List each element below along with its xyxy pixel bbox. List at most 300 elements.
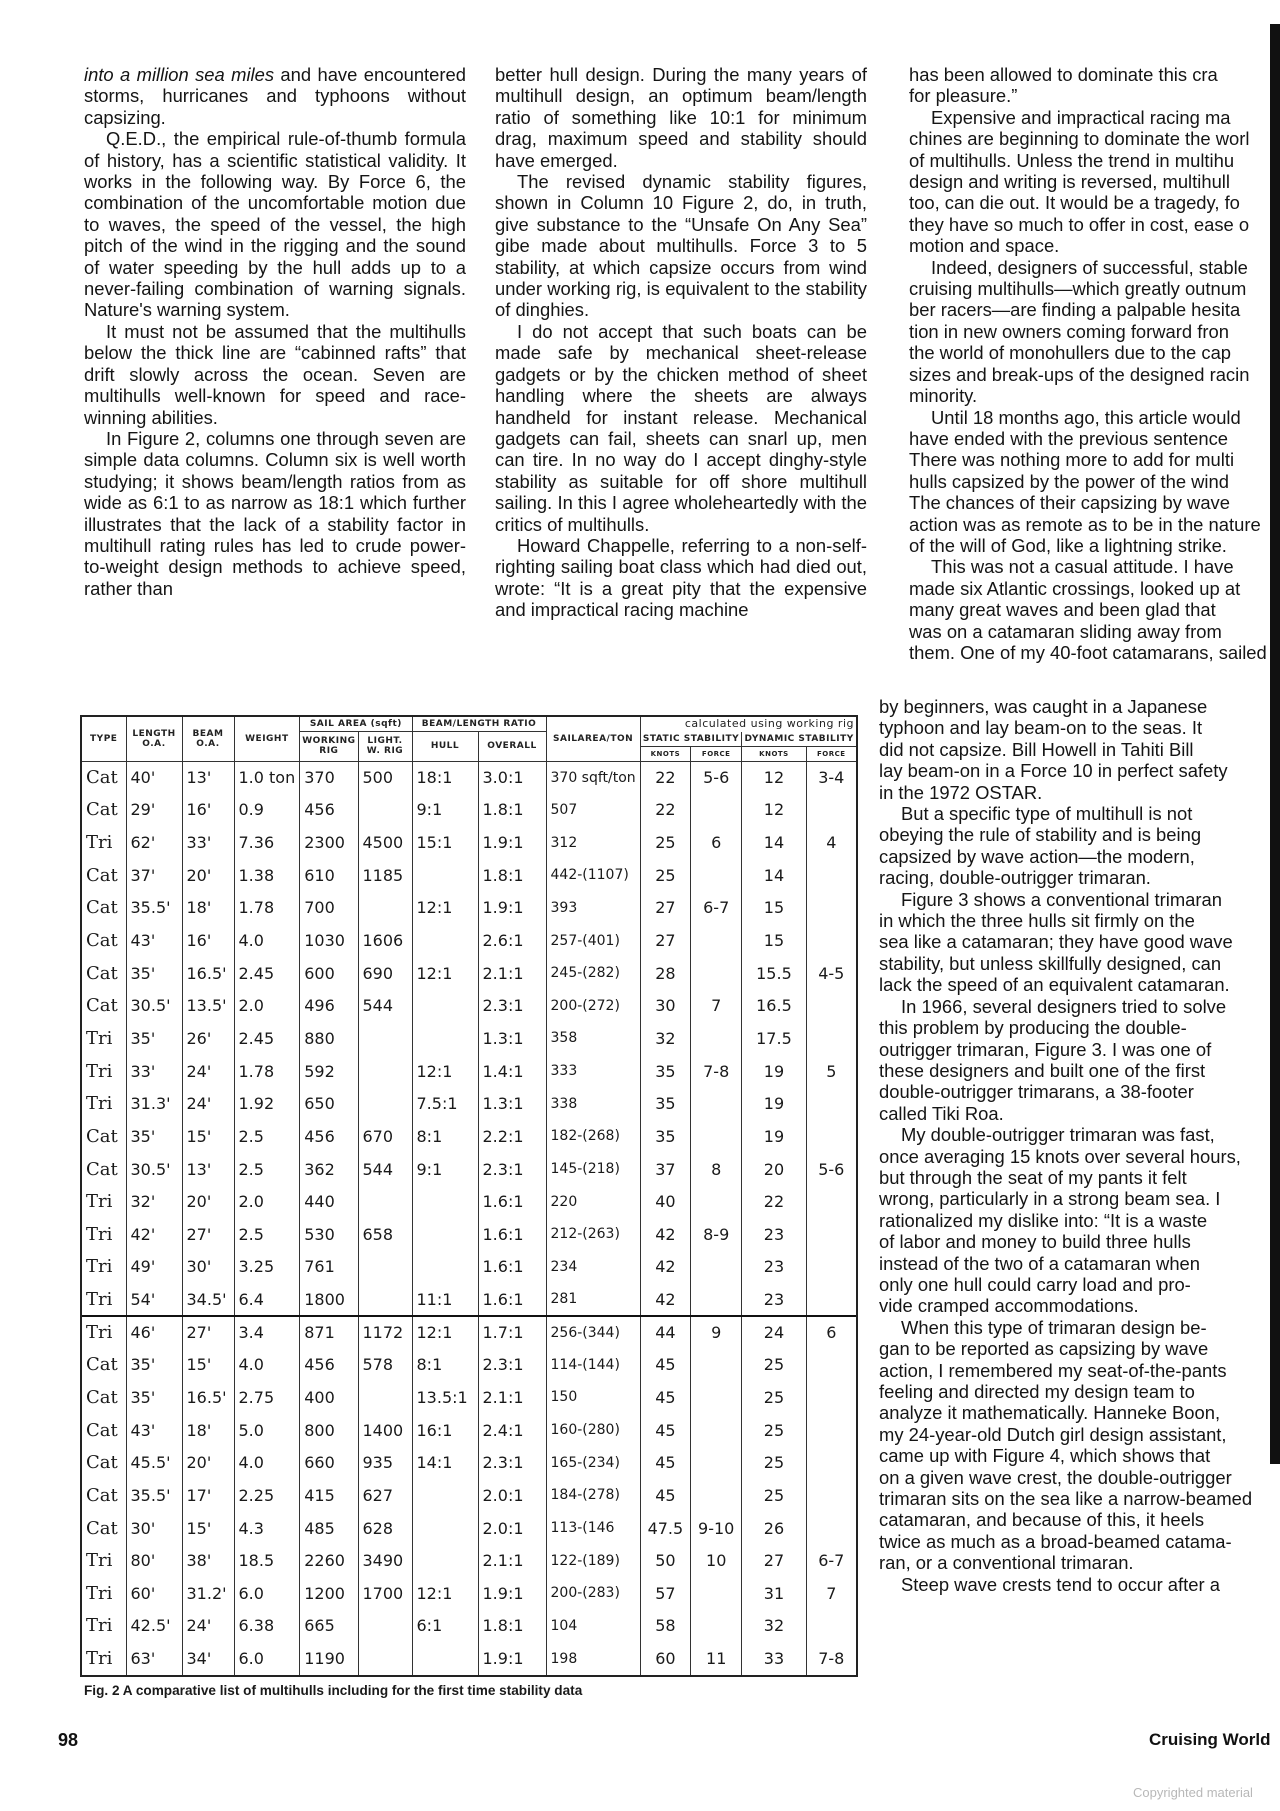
cell-static-knots: 40 xyxy=(640,1185,690,1218)
cell-beam: 26' xyxy=(182,1022,234,1055)
cell-working-rig: 600 xyxy=(300,957,358,990)
paragraph: only one hull could carry load and pro- xyxy=(879,1273,1191,1295)
cell-weight: 4.0 xyxy=(234,1446,300,1479)
paragraph: did not capsize. Bill Howell in Tahiti Bill xyxy=(879,738,1194,760)
cell-type: Cat xyxy=(82,892,126,925)
cell-hull-ratio xyxy=(412,859,478,892)
paragraph: Steep wave crests tend to occur after a xyxy=(901,1573,1220,1595)
cell-light-rig: 578 xyxy=(358,1349,412,1382)
paragraph: Figure 3 shows a conventional trimaran xyxy=(901,888,1222,910)
paragraph: capsized by wave action—the modern, xyxy=(879,845,1195,867)
cell-beam: 27' xyxy=(182,1316,234,1349)
cell-static-knots: 57 xyxy=(640,1577,690,1610)
cell-sail-area-ton: 150 xyxy=(546,1381,640,1414)
cell-overall-ratio: 1.6:1 xyxy=(478,1218,546,1251)
cell-light-rig xyxy=(358,1185,412,1218)
page-number: 98 xyxy=(58,1730,79,1750)
cell-beam: 16.5' xyxy=(182,1381,234,1414)
cell-beam: 33' xyxy=(182,826,234,859)
cell-overall-ratio: 2.0:1 xyxy=(478,1479,546,1512)
cell-hull-ratio xyxy=(412,1544,478,1577)
paragraph: Indeed, designers of successful, stable xyxy=(931,256,1248,278)
cell-hull-ratio: 11:1 xyxy=(412,1283,478,1316)
cell-static-force: 6 xyxy=(691,826,742,859)
cell-type: Cat xyxy=(82,1120,126,1153)
cell-dynamic-force: 5 xyxy=(826,1061,837,1081)
paragraph: by beginners, was caught in a Japanese xyxy=(879,696,1208,717)
paragraph: of multihulls. Unless the trend in multihu xyxy=(909,149,1235,171)
cell-light-rig: 628 xyxy=(358,1512,412,1545)
cell-length: 30.5' xyxy=(126,1153,182,1186)
cell-static-force xyxy=(691,1381,742,1414)
cell-sail-area-ton: 122-(189) xyxy=(546,1544,640,1577)
cell-working-rig: 761 xyxy=(300,1251,358,1284)
cell-weight: 2.5 xyxy=(234,1120,300,1153)
cell-type: Tri xyxy=(82,1577,126,1610)
cell-working-rig: 871 xyxy=(300,1316,358,1349)
cell-overall-ratio: 1.8:1 xyxy=(478,794,546,827)
cell-length: 35' xyxy=(126,1349,182,1382)
cell-sail-area-ton: 220 xyxy=(546,1185,640,1218)
cell-static-force xyxy=(691,1479,742,1512)
cell-weight: 2.45 xyxy=(234,1022,300,1055)
table-row xyxy=(82,1055,856,1088)
cell-light-rig: 670 xyxy=(358,1120,412,1153)
cell-overall-ratio: 2.2:1 xyxy=(478,1120,546,1153)
cell-hull-ratio xyxy=(412,989,478,1022)
cell-static-knots: 42 xyxy=(640,1218,690,1251)
table-row xyxy=(82,1185,856,1218)
cell-beam: 17' xyxy=(182,1479,234,1512)
cell-type: Cat xyxy=(82,1381,126,1414)
cell-static-knots: 58 xyxy=(640,1610,690,1643)
cell-type: Cat xyxy=(82,924,126,957)
cell-weight: 18.5 xyxy=(234,1544,300,1577)
cell-static-force: 9 xyxy=(691,1316,742,1349)
cell-working-rig: 456 xyxy=(300,1349,358,1382)
paragraph: ran, or a conventional trimaran. xyxy=(879,1552,1134,1574)
cell-static-force: 11 xyxy=(691,1642,742,1675)
cell-hull-ratio xyxy=(412,1251,478,1284)
paragraph: made six Atlantic crossings, looked up at xyxy=(909,577,1241,599)
cell-dynamic-knots: 26 xyxy=(742,1512,806,1545)
cell-overall-ratio: 2.3:1 xyxy=(478,1153,546,1186)
cell-length: 35' xyxy=(126,957,182,990)
table-row xyxy=(82,1349,856,1382)
cell-beam: 15' xyxy=(182,1349,234,1382)
cell-dynamic-force: 4-5 xyxy=(818,963,845,983)
cell-working-rig: 456 xyxy=(300,794,358,827)
cell-dynamic-knots: 25 xyxy=(742,1479,806,1512)
cell-working-rig: 530 xyxy=(300,1218,358,1251)
cell-weight: 1.78 xyxy=(234,892,300,925)
cell-hull-ratio: 12:1 xyxy=(412,1316,478,1349)
cell-sail-area-ton: 281 xyxy=(546,1283,640,1316)
cell-dynamic-force: 6 xyxy=(806,1316,856,1349)
cell-overall-ratio: 2.3:1 xyxy=(478,989,546,1022)
paragraph: rationalized my dislike into: “It is a waste xyxy=(879,1209,1208,1231)
cell-sail-area-ton: 338 xyxy=(546,1087,640,1120)
cell-light-rig xyxy=(358,1381,412,1414)
cell-type: Tri xyxy=(82,1544,126,1577)
cell-length: 43' xyxy=(126,1414,182,1447)
cell-dynamic-knots: 20 xyxy=(742,1153,806,1186)
cell-light-rig: 3490 xyxy=(358,1544,412,1577)
cell-static-force xyxy=(691,957,742,990)
cell-type: Tri xyxy=(82,1283,126,1316)
cell-hull-ratio xyxy=(412,924,478,957)
cell-static-force: 10 xyxy=(691,1544,742,1577)
cell-weight: 1.38 xyxy=(234,859,300,892)
cell-static-knots: 47.5 xyxy=(640,1512,690,1545)
cell-hull-ratio: 14:1 xyxy=(412,1446,478,1479)
cell-static-knots: 25 xyxy=(640,826,690,859)
cell-sail-area-ton: 200-(272) xyxy=(546,989,640,1022)
cell-static-force: 8-9 xyxy=(691,1218,742,1251)
cell-static-knots: 42 xyxy=(640,1251,690,1284)
cell-working-rig: 2300 xyxy=(300,826,358,859)
cell-length: 33' xyxy=(126,1055,182,1088)
cell-dynamic-knots: 15.5 xyxy=(742,957,806,990)
article-column-3-top xyxy=(909,64,1274,663)
cell-weight: 2.0 xyxy=(234,1185,300,1218)
cell-static-force: 9-10 xyxy=(691,1512,742,1545)
cell-weight: 3.25 xyxy=(234,1251,300,1284)
header-dynamic-force: FORCE xyxy=(806,746,856,761)
cell-hull-ratio xyxy=(412,1512,478,1545)
paragraph: my 24-year-old Dutch girl design assistant, xyxy=(879,1423,1227,1445)
cell-length: 35' xyxy=(126,1022,182,1055)
cell-light-rig xyxy=(358,1283,412,1316)
cell-beam: 31.2' xyxy=(182,1577,234,1610)
cell-working-rig: 650 xyxy=(300,1087,358,1120)
cell-type: Cat xyxy=(82,1153,126,1186)
cell-dynamic-force: 5-6 xyxy=(818,1159,845,1179)
paragraph: came up with Figure 4, which shows that xyxy=(879,1445,1211,1467)
cell-weight: 4.0 xyxy=(234,1349,300,1382)
cell-type: Cat xyxy=(82,1479,126,1512)
italic-lead: into a million sea miles xyxy=(84,64,275,85)
paragraph: It must not be assumed that the multihulls below the thick line are “cabinned rafts” that drift slowly across the ocean. Seven are multihulls well-known for speed and race-winning abilities. xyxy=(84,320,466,428)
cell-overall-ratio: 2.1:1 xyxy=(478,1381,546,1414)
paragraph: of the will of God, like a lightning strike. xyxy=(909,534,1227,556)
cell-dynamic-knots: 32 xyxy=(742,1610,806,1643)
cell-static-force xyxy=(691,1022,742,1055)
cell-dynamic-knots: 14 xyxy=(742,826,806,859)
cell-length: 30' xyxy=(126,1512,182,1545)
cell-dynamic-knots: 14 xyxy=(742,859,806,892)
cell-dynamic-force xyxy=(806,1087,856,1120)
cell-sail-area-ton: 198 xyxy=(546,1642,640,1675)
cell-sail-area-ton: 245-(282) xyxy=(546,957,640,990)
cell-static-force xyxy=(691,1414,742,1447)
cell-light-rig: 1606 xyxy=(358,924,412,957)
cell-static-knots: 25 xyxy=(640,859,690,892)
cell-overall-ratio: 2.3:1 xyxy=(478,1446,546,1479)
paragraph: tion in new owners coming forward fron xyxy=(909,320,1229,342)
cell-hull-ratio: 13.5:1 xyxy=(412,1381,478,1414)
cell-type: Cat xyxy=(82,1512,126,1545)
cell-working-rig: 1800 xyxy=(300,1283,358,1316)
cell-sail-area-ton: 507 xyxy=(546,794,640,827)
cell-length: 35.5' xyxy=(126,892,182,925)
cell-type: Cat xyxy=(82,794,126,827)
cell-beam: 13' xyxy=(182,1153,234,1186)
cell-dynamic-knots: 12 xyxy=(742,794,806,827)
cell-beam: 18' xyxy=(182,892,234,925)
paragraph: chines are beginning to dominate the worl xyxy=(909,128,1250,150)
cell-overall-ratio: 1.9:1 xyxy=(478,826,546,859)
cell-type: Tri xyxy=(82,1022,126,1055)
cell-dynamic-knots: 33 xyxy=(742,1642,806,1675)
cell-length: 42' xyxy=(126,1218,182,1251)
cell-light-rig xyxy=(358,794,412,827)
paragraph: into a million sea miles and have encountered storms, hurricanes and typhoons without capsizing. xyxy=(84,64,466,128)
paragraph: This was not a casual attitude. I have xyxy=(931,556,1234,578)
cell-type: Tri xyxy=(82,1316,126,1349)
paragraph: minority. xyxy=(909,385,978,407)
cell-sail-area-ton: 312 xyxy=(546,826,640,859)
paragraph: this problem by producing the double- xyxy=(879,1017,1187,1039)
cell-hull-ratio: 12:1 xyxy=(412,1055,478,1088)
cell-length: 35' xyxy=(126,1381,182,1414)
paragraph: Q.E.D., the empirical rule-of-thumb formula of history, has a scientific statistical validity. It works in the following way. By Force 6, the combination of the uncomfortable motion due to waves, the speed of the vessel, the high pitch of the wind in the rigging and the sound of water speeding by the hull adds up to a never-failing combination of warning signals. Nature's warning system. xyxy=(84,128,466,321)
cell-light-rig xyxy=(358,1642,412,1675)
header-beam-length: BEAM/LENGTH RATIO xyxy=(412,717,546,732)
paragraph: these designers and built one of the first xyxy=(879,1059,1206,1081)
cell-working-rig: 880 xyxy=(300,1022,358,1055)
table-row xyxy=(82,1512,856,1545)
cell-static-force xyxy=(691,1087,742,1120)
paragraph: The revised dynamic stability figures, shown in Column 10 Figure 2, do, in truth, give substance to the “Unsafe On Any Sea” gibe made about multihulls. Force 3 to 5 stability, at which capsize occurs from wind under working rig, is equivalent to the stability of dinghies. xyxy=(495,171,867,321)
cell-static-force xyxy=(691,1577,742,1610)
cell-light-rig xyxy=(358,1610,412,1643)
paragraph: When this type of trimaran design be- xyxy=(901,1316,1207,1338)
cell-sail-area-ton: 256-(344) xyxy=(546,1316,640,1349)
cell-hull-ratio xyxy=(412,1479,478,1512)
cell-static-knots: 35 xyxy=(640,1120,690,1153)
table-row xyxy=(82,1316,856,1349)
cell-overall-ratio: 1.8:1 xyxy=(478,859,546,892)
cell-hull-ratio: 8:1 xyxy=(412,1349,478,1382)
table-row xyxy=(82,1283,856,1316)
table-row xyxy=(82,1577,856,1610)
paragraph: sea like a catamaran; they have good wave xyxy=(879,931,1233,953)
cell-hull-ratio xyxy=(412,1022,478,1055)
cell-light-rig: 627 xyxy=(358,1479,412,1512)
cell-hull-ratio: 16:1 xyxy=(412,1414,478,1447)
paragraph: trimaran sits on the sea like a narrow-beamed xyxy=(879,1488,1253,1510)
cell-working-rig: 1030 xyxy=(300,924,358,957)
paragraph: for pleasure.” xyxy=(909,85,1018,107)
cell-dynamic-force: 7 xyxy=(826,1583,837,1603)
header-weight: WEIGHT xyxy=(234,717,300,761)
paragraph: There was nothing more to add for multi xyxy=(909,449,1235,471)
cell-sail-area-ton: 145-(218) xyxy=(546,1153,640,1186)
cell-static-force xyxy=(691,1446,742,1479)
cell-static-knots: 45 xyxy=(640,1446,690,1479)
cell-dynamic-force: 6-7 xyxy=(818,1551,845,1571)
cell-dynamic-knots: 31 xyxy=(742,1577,806,1610)
paragraph: sizes and break-ups of the designed racin xyxy=(909,363,1250,385)
cell-beam: 20' xyxy=(182,1185,234,1218)
cell-weight: 3.4 xyxy=(234,1316,300,1349)
cell-weight: 2.5 xyxy=(234,1153,300,1186)
cell-type: Tri xyxy=(82,1251,126,1284)
cell-beam: 24' xyxy=(182,1610,234,1643)
cell-dynamic-knots: 27 xyxy=(742,1544,806,1577)
cell-overall-ratio: 2.4:1 xyxy=(478,1414,546,1447)
cell-length: 43' xyxy=(126,924,182,957)
cell-dynamic-force xyxy=(806,1349,856,1382)
paragraph: instead of the two of a catamaran when xyxy=(879,1252,1201,1274)
paragraph: gan to be reported as capsizing by wave xyxy=(879,1338,1209,1360)
cell-static-force xyxy=(691,1120,742,1153)
cell-overall-ratio: 2.1:1 xyxy=(478,1544,546,1577)
cell-overall-ratio: 1.8:1 xyxy=(478,1610,546,1643)
paragraph: the world of monohullers due to the cap xyxy=(909,342,1232,364)
header-working-rig: WORKING RIG xyxy=(300,732,358,762)
cell-dynamic-force: 4 xyxy=(826,833,837,853)
cell-weight: 6.0 xyxy=(234,1642,300,1675)
cell-dynamic-force xyxy=(806,859,856,892)
cell-dynamic-knots: 25 xyxy=(742,1349,806,1382)
cell-overall-ratio: 2.0:1 xyxy=(478,1512,546,1545)
cell-sail-area-ton: 333 xyxy=(546,1055,640,1088)
cell-hull-ratio: 12:1 xyxy=(412,892,478,925)
cell-beam: 20' xyxy=(182,1446,234,1479)
cell-length: 42.5' xyxy=(126,1610,182,1643)
cell-dynamic-force xyxy=(806,1512,856,1545)
article-column-2 xyxy=(495,64,867,621)
cell-static-knots: 45 xyxy=(640,1381,690,1414)
paragraph: action was as remote as to be in the nature xyxy=(909,513,1261,535)
cell-beam: 24' xyxy=(182,1055,234,1088)
paragraph: better hull design. During the many years of multihull design, an optimum beam/length ratio of something like 10:1 for minimum drag, maximum speed and stability should have emerged. xyxy=(495,64,867,171)
cell-sail-area-ton: 182-(268) xyxy=(546,1120,640,1153)
cell-sail-area-ton: 165-(234) xyxy=(546,1446,640,1479)
cell-weight: 2.0 xyxy=(234,989,300,1022)
cell-dynamic-force xyxy=(806,1479,856,1512)
paragraph: wrong, particularly in a strong beam sea. I xyxy=(879,1188,1221,1210)
cell-dynamic-force xyxy=(806,1610,856,1643)
cell-overall-ratio: 1.3:1 xyxy=(478,1022,546,1055)
paragraph: Expensive and impractical racing ma xyxy=(931,106,1231,128)
cell-sail-area-ton: 104 xyxy=(546,1610,640,1643)
paragraph: lack the speed of an equivalent catamaran. xyxy=(879,974,1230,996)
cell-overall-ratio: 1.9:1 xyxy=(478,1577,546,1610)
cell-type: Tri xyxy=(82,1642,126,1675)
cell-overall-ratio: 2.1:1 xyxy=(478,957,546,990)
table-row xyxy=(82,924,856,957)
cell-dynamic-force xyxy=(806,1218,856,1251)
cell-light-rig: 500 xyxy=(358,761,412,794)
cell-dynamic-force xyxy=(806,1120,856,1153)
paragraph: was on a catamaran sliding away from xyxy=(909,620,1222,642)
paragraph: too, can die out. It would be a tragedy, fo xyxy=(909,192,1240,214)
table-row xyxy=(82,1610,856,1643)
cell-sail-area-ton: 358 xyxy=(546,1022,640,1055)
cell-working-rig: 400 xyxy=(300,1381,358,1414)
cell-type: Cat xyxy=(82,1446,126,1479)
cell-working-rig: 592 xyxy=(300,1055,358,1088)
cell-weight: 2.25 xyxy=(234,1479,300,1512)
cell-overall-ratio: 1.4:1 xyxy=(478,1055,546,1088)
header-static-force: FORCE xyxy=(691,746,742,761)
paragraph: The chances of their capsizing by wave xyxy=(909,492,1230,514)
cell-beam: 16' xyxy=(182,794,234,827)
cell-light-rig: 658 xyxy=(358,1218,412,1251)
cell-beam: 16.5' xyxy=(182,957,234,990)
cell-static-force: 7-8 xyxy=(691,1055,742,1088)
paragraph: vide cramped accommodations. xyxy=(879,1295,1139,1317)
cell-length: 60' xyxy=(126,1577,182,1610)
cell-beam: 30' xyxy=(182,1251,234,1284)
cell-type: Tri xyxy=(82,1087,126,1120)
cell-dynamic-force xyxy=(806,1381,856,1414)
cell-weight: 5.0 xyxy=(234,1414,300,1447)
paragraph: but through the seat of my pants it felt xyxy=(879,1166,1187,1188)
cell-hull-ratio xyxy=(412,1218,478,1251)
cell-beam: 24' xyxy=(182,1087,234,1120)
cell-static-force xyxy=(691,1283,742,1316)
cell-weight: 6.0 xyxy=(234,1577,300,1610)
table-row xyxy=(82,1120,856,1153)
cell-length: 80' xyxy=(126,1544,182,1577)
cell-static-knots: 28 xyxy=(640,957,690,990)
cell-dynamic-knots: 15 xyxy=(742,892,806,925)
cell-static-force xyxy=(691,1251,742,1284)
cell-light-rig: 544 xyxy=(358,989,412,1022)
paragraph: catamaran, and because of this, it heels xyxy=(879,1509,1205,1531)
header-sail-area-ton: SAILAREA/TON xyxy=(546,717,640,761)
table-row xyxy=(82,826,856,859)
paragraph: racing, double-outrigger trimaran. xyxy=(879,867,1151,889)
cell-sail-area-ton: 442-(1107) xyxy=(546,859,640,892)
cell-dynamic-force xyxy=(806,1251,856,1284)
cell-hull-ratio: 8:1 xyxy=(412,1120,478,1153)
cell-light-rig: 1700 xyxy=(358,1577,412,1610)
cell-beam: 27' xyxy=(182,1218,234,1251)
cell-type: Cat xyxy=(82,989,126,1022)
paragraph: I do not accept that such boats can be made safe by mechanical sheet-release gadgets or by the chicken method of sheet handling where the sheets are always handheld for instant release. Mechanical gadgets can fail, sheets can snarl up, men can tire. In no way do I accept dinghy-style stability as suitable for off shore multihull sailing. In this I agree wholeheartedly with the critics of multihulls. xyxy=(495,320,867,535)
cell-working-rig: 700 xyxy=(300,892,358,925)
table-row xyxy=(82,1251,856,1284)
paragraph: analyze it mathematically. Hanneke Boon, xyxy=(879,1402,1221,1424)
cell-static-force xyxy=(691,1349,742,1382)
cell-static-knots: 27 xyxy=(640,892,690,925)
cell-dynamic-knots: 17.5 xyxy=(742,1022,806,1055)
cell-length: 37' xyxy=(126,859,182,892)
table-row xyxy=(82,761,856,794)
cell-static-force: 8 xyxy=(691,1153,742,1186)
cell-dynamic-force xyxy=(806,892,856,925)
cell-static-knots: 37 xyxy=(640,1153,690,1186)
cell-length: 63' xyxy=(126,1642,182,1675)
cell-hull-ratio: 18:1 xyxy=(412,761,478,794)
cell-dynamic-knots: 25 xyxy=(742,1381,806,1414)
cell-static-force xyxy=(691,859,742,892)
cell-dynamic-force xyxy=(806,989,856,1022)
cell-light-rig xyxy=(358,1251,412,1284)
cell-light-rig: 1185 xyxy=(358,859,412,892)
paragraph: design and writing is reversed, multihull xyxy=(909,171,1230,193)
table-row xyxy=(82,957,856,990)
cell-working-rig: 496 xyxy=(300,989,358,1022)
paragraph: feeling and directed my design team to xyxy=(879,1381,1195,1402)
header-dynamic: DYNAMIC STABILITY xyxy=(742,732,856,747)
paragraph: they have so much to offer in cost, ease o xyxy=(909,213,1250,235)
